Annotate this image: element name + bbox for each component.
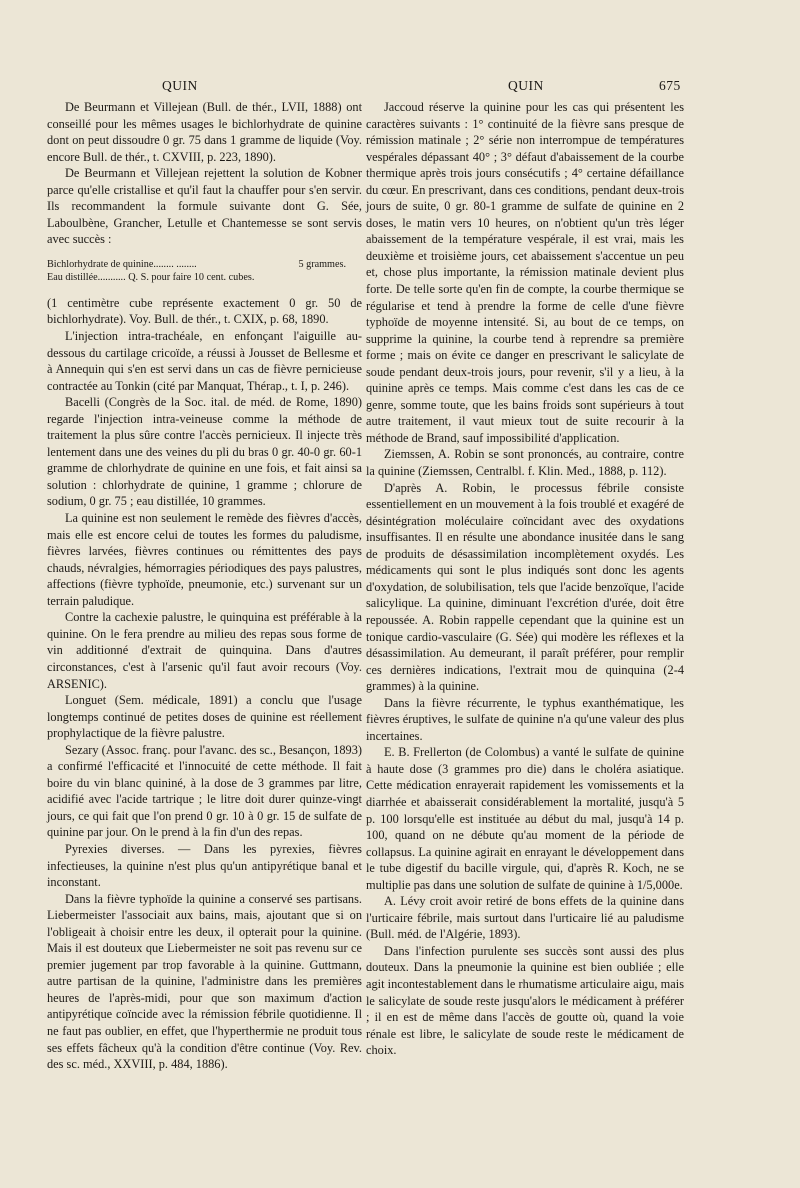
left-column (47, 99, 362, 1073)
paragraph: Dans l'infection purulente ses succès sont aussi des plus douteux. Dans la pneumonie la quinine est bien oubliée ; elle agit incontestablement dans le rhumatisme articulaire aigu, mais le salicylate de soude reste jusqu'alors le médicament à préférer ; il en est de même dans l'accès de goutte où, quand la voie rénale est libre, le salicylate de soude reste le médicament de choix. (366, 943, 684, 1058)
formula-row (47, 258, 362, 272)
paragraph: (1 centimètre cube représente exactement 0 gr. 50 de bichlorhydrate). Voy. Bull. de thér., t. CXIX, p. 68, 1890. (47, 295, 362, 327)
formula-block (47, 258, 362, 285)
running-head (0, 78, 800, 98)
running-head-center: QUIN (508, 78, 544, 93)
paragraph: Contre la cachexie palustre, le quinquina est préférable à la quinine. On le fera prendre au milieu des repas sous forme de vin additionné d'extrait de quinquina. Dans d'autres circonstances, c'est à l'arsenic qu'il faut avoir recours (Voy. ARSENIC). (47, 610, 362, 691)
paragraph: Dans la fièvre typhoïde la quinine a conservé ses partisans. Liebermeister l'associait aux bains, mais, ajoutant que si on l'obligeait à choisir entre les deux, il opterait pour la quinine. Mais il est douteux que Liebermeister ne soit pas revenu sur ce premier jugement par trop favorable à la quinine. Guttmann, autre partisan de la quinine, l'administre dans les premières heures de l'après-midi, pour que son maximum d'action antipyrétique coïncide avec la rémission fébrile quotidienne. Il ne faut pas oublier, en effet, que l'hyperthermie ne produit tous ses effets fâcheux qu'à la condition d'être continue (Voy. Rev. des sc. méd., XXVIII, p. 484, 1886). (47, 891, 362, 1072)
paragraph: Longuet (Sem. médicale, 1891) a conclu que l'usage longtemps continué de petites doses de quinine est réellement prophylactique de la fièvre palustre. (47, 693, 362, 741)
page-number: 675 (659, 78, 681, 93)
formula-row (47, 271, 362, 285)
formula-item: Bichlorhydrate de quinine........ ........ (47, 258, 197, 270)
running-head-left: QUIN (162, 78, 198, 93)
paragraph: Sezary (Assoc. franç. pour l'avanc. des sc., Besançon, 1893) a confirmé l'efficacité et l'innocuité de cette méthode. Il fait boire du vin blanc quininé, à la dose de 3 grammes par litre, acidifié avec l'acide tartrique ; le litre doit durer quinze-vingt jours, ce qui fait que l'on prend 0 gr. 10 à 0 gr. 15 de sulfate de quinine par jour. On le prend à la fin d'un des repas. (47, 742, 363, 840)
formula-item: Eau distillée........... Q. S. pour faire 10 cent. cubes. (47, 272, 255, 284)
paragraph: De Beurmann et Villejean rejettent la solution de Kobner parce qu'elle cristallise et qu'il faut la chauffer pour s'en servir. Ils recommandent la formule suivante dont G. Sée, Laboulbène, Grancher, Letulle et Chantemesse se sont servis avec succès : (47, 166, 362, 247)
paragraph: Bacelli (Congrès de la Soc. ital. de méd. de Rome, 1890) regarde l'injection intra-veineuse comme la méthode de traitement la plus sûre contre l'accès pernicieux. Il injecte très lentement dans une des veines du pli du bras 0 gr. 40-0 gr. 60-1 gramme de chlorhydrate de quinine en une fois, et fait ainsi sa solution : chlorhydrate de quinine, 1 gramme ; chlorure de sodium, 0 gr. 75 ; eau distillée, 10 grammes. (47, 395, 362, 509)
paragraph: Dans la fièvre récurrente, le typhus exanthématique, les fièvres éruptives, le sulfate de quinine n'a qu'une valeur des plus incertaines. (366, 695, 684, 743)
paragraph: D'après A. Robin, le processus fébrile consiste essentiellement en un mouvement à la fois troublé et exagéré de désintégration moléculaire coïncidant avec des oxydations insuffisantes. Il en résulte une abondance inusitée dans le sang de produits de désassimilation incomplètement oxydés. Les médicaments qui sont le plus indiqués sont donc les agents d'oxydation, de solubilisation, tels que l'acide benzoïque, l'acide salicylique. La quinine, diminuant l'excrétion d'urée, doit être repoussée. A. Robin rappelle cependant que la quinine est un tonique cardio-vasculaire (G. Sée) qui modère les réflexes et la désassimilation. Au demeurant, il paraît préférer, pour remplir ces dernières indications, l'extrait mou de quinquina (2-4 grammes) à la quinine. (366, 480, 684, 694)
formula-qty: 5 grammes. (298, 258, 346, 270)
paragraph: Jaccoud réserve la quinine pour les cas qui présentent les caractères suivants : 1° continuité de la fièvre sans presque de rémission matinale ; 2° série non interrompue de températures vespérales dépassant 40° ; 3° défaut d'abaissement de la courbe thermique après trois jours consécutifs ; 4° certaine défaillance du cœur. En prescrivant, dans ces conditions, pendant deux-trois jours de suite, 0 gr. 80-1 gramme de sulfate de quinine en 2 doses, le matin vers 10 heures, on n'obtient qu'un très léger abaissement de la température vespérale, il est vrai, mais les deuxième et troisième jours, cet abaissement s'accentue un peu et, chose plus importante, la rémission matinale devient plus forte. De telle sorte qu'en fin de compte, la courbe thermique se régularise et tend à prendre la forme de celle d'une fièvre typhoïde de moyenne intensité. Si, au bout de ce temps, on supprime la quinine, la courbe tend à reprendre sa première forme ; mais on évite ce danger en prescrivant le salicylate de soude pendant deux-trois jours, pour revenir, s'il y a lieu, à la quinine après ce temps. Mais comme c'est dans les cas de ce genre, somme toute, que les bains froids sont supérieurs à tout autre traitement, il vaut mieux tout de suite recourir à la méthode de Brand, sauf impossibilité d'application. (366, 100, 684, 445)
paragraph: De Beurmann et Villejean (Bull. de thér., LVII, 1888) ont conseillé pour les mêmes usages le bichlorhydrate de quinine dont on peut dissoudre 0 gr. 75 dans 1 gramme de liquide (Voy. encore Bull. de thér., t. CXVIII, p. 223, 1890). (47, 100, 362, 164)
right-column (366, 99, 684, 1059)
paragraph: E. B. Frellerton (de Colombus) a vanté le sulfate de quinine à haute dose (3 grammes pro die) dans le choléra asiatique. Cette médication enrayerait rapidement les vomissements et la diarrhée et abaisserait considérablement la mortalité, jusqu'à 5 p. 100 lorsqu'elle est instituée au début du mal, jusqu'à 14 p. 100, quand on ne débute qu'au moment de la période de collapsus. La quinine agirait en enrayant le développement dans le tube digestif du bacille virgule, qui, d'après R. Koch, ne se multiplie pas dans une solution de sulfate de quinine à 1/5,000e. (366, 745, 684, 892)
paragraph: La quinine est non seulement le remède des fièvres d'accès, mais elle est encore celui de toutes les formes du paludisme, fièvres larvées, fièvres continues ou rémittentes des pays chauds, névralgies, hémorragies périodiques des pays palustres, affections (fièvre typhoïde, pneumonie, etc.) survenant sur un terrain paludique. (47, 511, 362, 608)
paragraph: Pyrexies diverses. — Dans les pyrexies, fièvres infectieuses, la quinine n'est plus qu'un antipyrétique banal et inconstant. (47, 841, 362, 890)
paragraph: L'injection intra-trachéale, en enfonçant l'aiguille au-dessous du cartilage cricoïde, a réussi à Jousset de Bellesme et à Annequin qui s'en est servi dans un cas de fièvre pernicieuse contractée au Tonkin (cité par Manquat, Thérap., t. I, p. 246). (47, 329, 362, 393)
paragraph: A. Lévy croit avoir retiré de bons effets de la quinine dans l'urticaire fébrile, mais surtout dans l'urticaire lié au paludisme (Bull. méd. de l'Algérie, 1893). (366, 894, 684, 942)
paragraph: Ziemssen, A. Robin se sont prononcés, au contraire, contre la quinine (Ziemssen, Centralbl. f. Klin. Med., 1888, p. 112). (366, 447, 684, 479)
